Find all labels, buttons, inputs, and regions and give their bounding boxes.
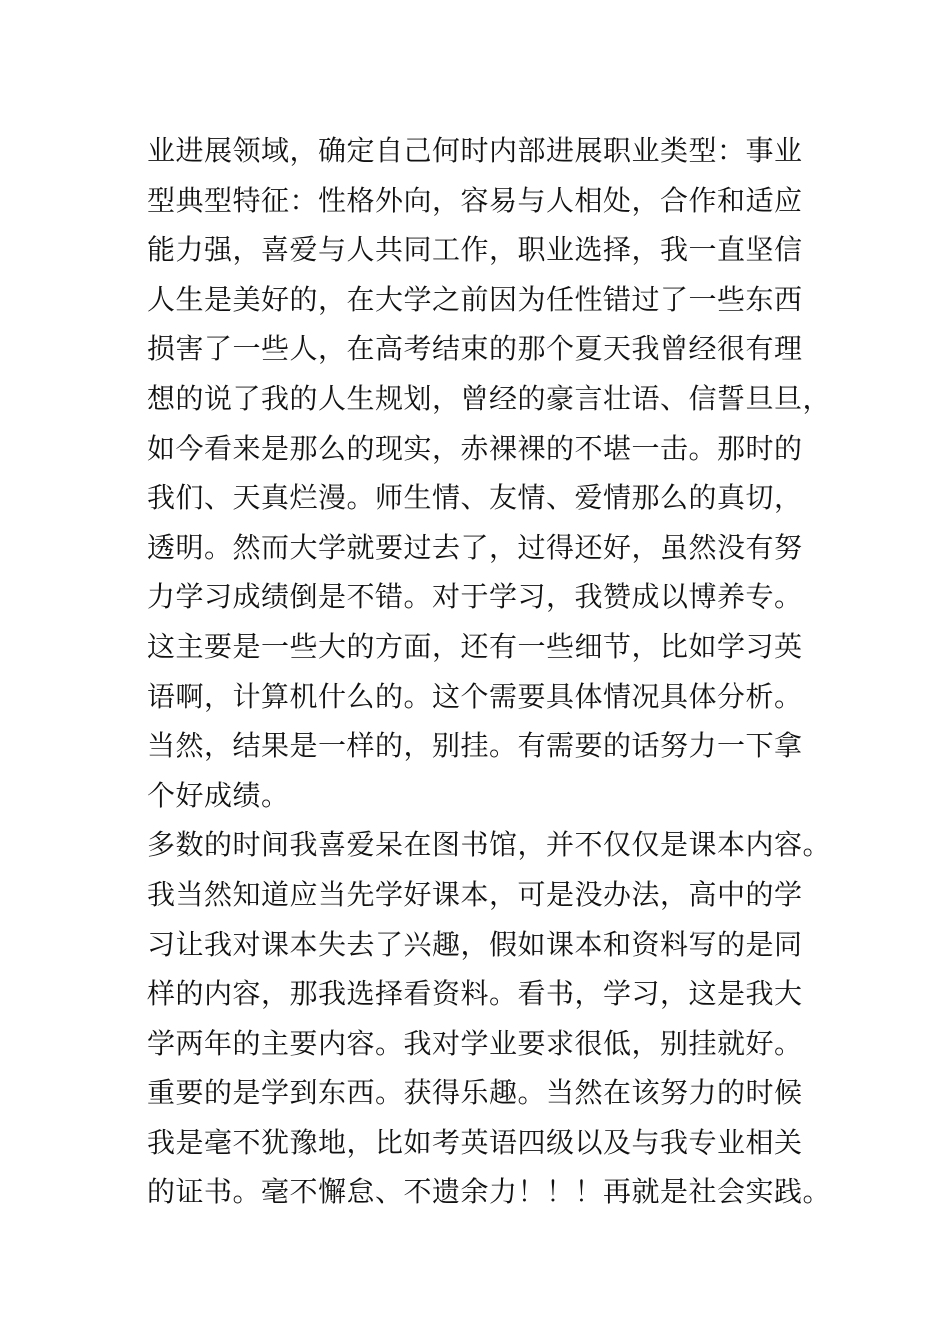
text-line: 多数的时间我喜爱呆在图书馆，并不仅仅是课本内容。 [147, 828, 832, 862]
text-line: 当然，结果是一样的，别挂。有需要的话努力一下拿 [147, 729, 803, 763]
text-line: 力学习成绩倒是不错。对于学习，我赞成以博养专。 [147, 580, 803, 614]
text-line: 的证书。毫不懈怠、不遗余力！！！再就是社会实践。 [147, 1175, 832, 1209]
text-line: 业进展领域，确定自己何时内部进展职业类型：事业 [147, 134, 803, 167]
text-line: 语啊，计算机什么的。这个需要具体情况具体分析。 [147, 679, 803, 713]
body-text [147, 126, 837, 1217]
text-line: 能力强，喜爱与人共同工作，职业选择，我一直坚信 [147, 233, 803, 267]
text-line: 型典型特征：性格外向，容易与人相处，合作和适应 [147, 183, 803, 217]
text-line: 这主要是一些大的方面，还有一些细节，比如学习英 [147, 629, 803, 663]
text-line: 我们、天真烂漫。师生情、友情、爱情那么的真切， [147, 481, 803, 515]
text-line: 样的内容，那我选择看资料。看书，学习，这是我大 [147, 977, 803, 1011]
text-line: 学两年的主要内容。我对学业要求很低，别挂就好。 [147, 1026, 803, 1060]
text-line: 我是毫不犹豫地，比如考英语四级以及与我专业相关 [147, 1125, 803, 1159]
text-line: 习让我对课本失去了兴趣，假如课本和资料写的是同 [147, 927, 803, 961]
text-line: 如今看来是那么的现实，赤裸裸的不堪一击。那时的 [147, 431, 803, 465]
text-line: 个好成绩。 [147, 778, 290, 812]
text-line: 重要的是学到东西。获得乐趣。当然在该努力的时候 [147, 1076, 803, 1110]
text-line: 人生是美好的，在大学之前因为任性错过了一些东西 [147, 282, 803, 316]
text-line: 损害了一些人，在高考结束的那个夏天我曾经很有理 [147, 332, 803, 366]
text-line: 透明。然而大学就要过去了，过得还好，虽然没有努 [147, 530, 803, 564]
text-line: 我当然知道应当先学好课本，可是没办法，高中的学 [147, 877, 803, 911]
text-line: 想的说了我的人生规划，曾经的豪言壮语、信誓旦旦， [147, 381, 832, 415]
